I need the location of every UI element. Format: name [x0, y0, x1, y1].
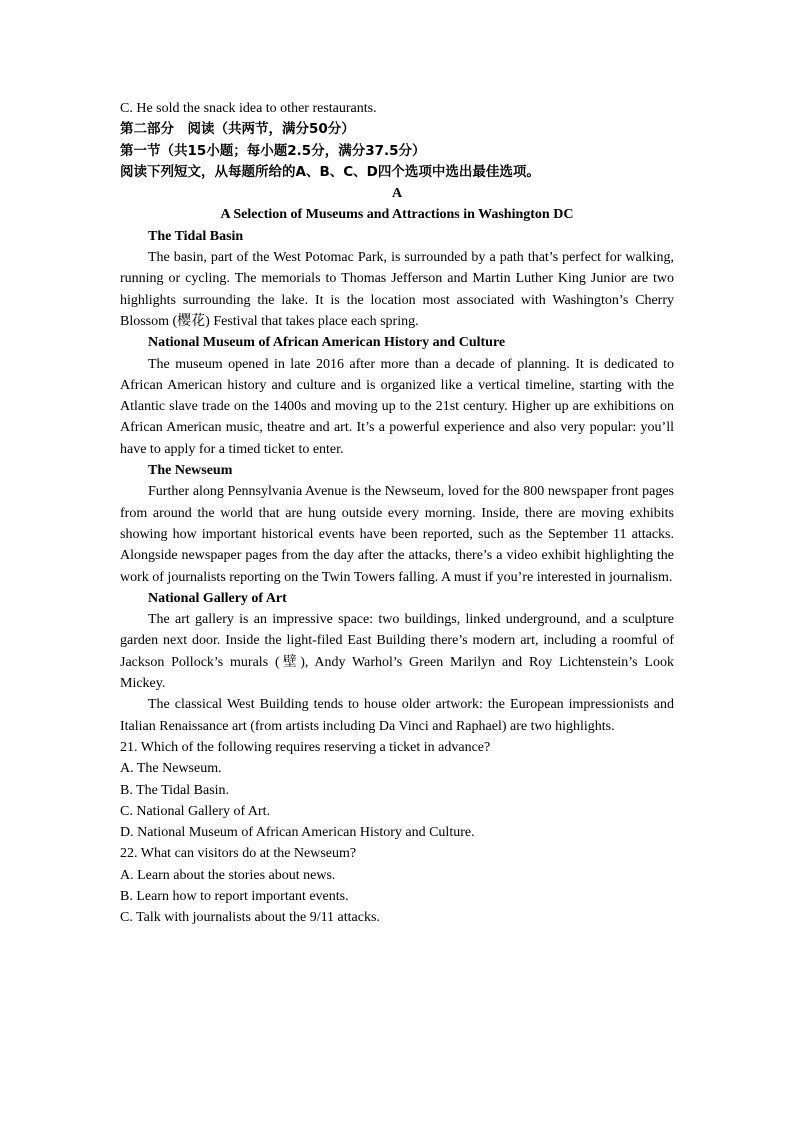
section-paragraph: Further along Pennsylvania Avenue is the Newseum, loved for the 800 newspaper front pages from around the world that are hung outside every morning. Inside, there are moving exhibits showing how important historical events have been reported, such as the September 11 attacks. Alongside newspaper pages from the day after the attacks, there’s a video exhibit highlighting the work of journalists reporting on the Twin Towers falling. A must if you’re interested in journalism. [120, 484, 674, 585]
section-paragraph: The museum opened in late 2016 after more than a decade of planning. It is dedicated to African American history and culture and is organized like a vertical timeline, starting with the Atlantic slave trade on the 1400s and moving up to the 21st century. Higher up are exhibitions on African American music, theatre and art. It’s a powerful experience and also very popular: you’ll have to apply for a timed ticket to enter. [120, 356, 674, 457]
section-newseum [120, 460, 674, 588]
exam-page [120, 98, 674, 929]
question-stem: 21. Which of the following requires reserving a ticket in advance? [120, 739, 491, 755]
section-national-gallery [120, 588, 674, 737]
section-paragraph: The basin, part of the West Potomac Park, is surrounded by a path that’s perfect for walking, running or cycling. The memorials to Thomas Jefferson and Martin Luther King Junior are two highlights surrounding the lake. It is the location most associated with Washington’s Cherry Blossom (樱花) Festival that takes place each spring. [120, 250, 674, 329]
section-paragraph: The classical West Building tends to house older artwork: the European impressionists and Italian Renaissance art (from artists including Da Vinci and Raphael) are two highlights. [120, 697, 674, 734]
question-option: A. Learn about the stories about news. [120, 867, 336, 883]
section-heading: National Gallery of Art [148, 590, 287, 606]
section-african-american-museum [120, 332, 674, 460]
section-paragraph: The art gallery is an impressive space: two buildings, linked underground, and a sculpture garden next door. Inside the light-filed East Building there’s modern art, including a roomful of Jackson Pollock’s murals (壁), Andy Warhol’s Green Marilyn and Roy Lichtenstein’s Look Mickey. [120, 612, 674, 692]
instructions: 阅读下列短文，从每题所给的A、B、C、D四个选项中选出最佳选项。 [120, 163, 540, 180]
section-heading: The Newseum [148, 463, 233, 479]
question-option: C. Talk with journalists about the 9/11 attacks. [120, 910, 380, 926]
subsection-title: 第一节（共15小题；每小题2.5分，满分37.5分） [120, 142, 426, 159]
carry-over-option: C. He sold the snack idea to other restaurants. [120, 101, 377, 116]
section-heading: National Museum of African American History and Culture [148, 335, 506, 351]
part-title: 第二部分 阅读（共两节，满分50分） [120, 121, 355, 138]
question-21 [120, 737, 674, 843]
question-22 [120, 843, 674, 928]
section-tidal-basin [120, 226, 674, 332]
passage-letter: A [391, 186, 403, 202]
question-option: B. The Tidal Basin. [120, 782, 230, 798]
question-option: B. Learn how to report important events. [120, 888, 349, 904]
question-option: D. National Museum of African American History and Culture. [120, 825, 475, 841]
question-option: A. The Newseum. [120, 761, 222, 777]
passage-title: A Selection of Museums and Attractions in Washington DC [220, 207, 574, 223]
section-heading: The Tidal Basin [148, 228, 244, 244]
question-stem: 22. What can visitors do at the Newseum? [120, 846, 357, 862]
question-option: C. National Gallery of Art. [120, 803, 271, 819]
